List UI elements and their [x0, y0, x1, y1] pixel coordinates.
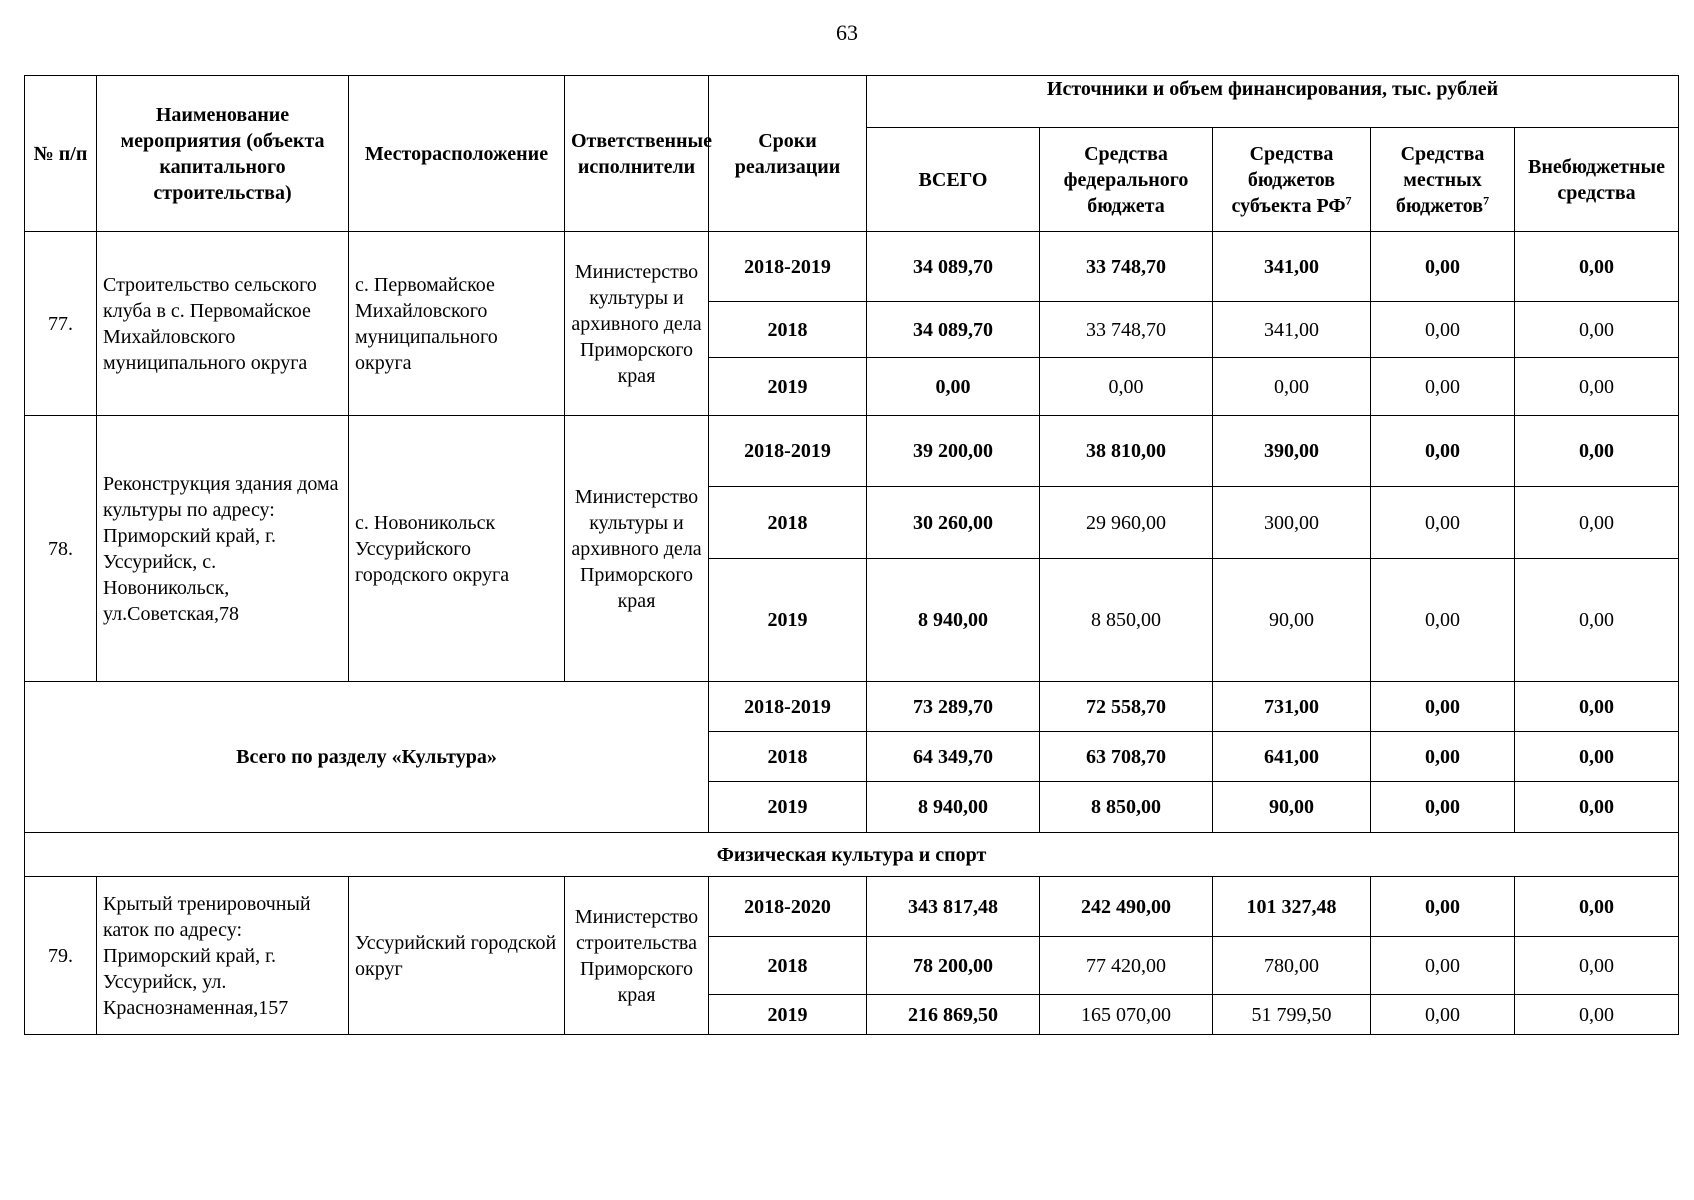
- total: 0,00: [867, 358, 1040, 416]
- col-header-responsible: Ответственные исполнители: [565, 76, 709, 232]
- extra: 0,00: [1515, 937, 1679, 995]
- extra: 0,00: [1515, 732, 1679, 782]
- federal: 165 070,00: [1040, 995, 1213, 1035]
- period: 2019: [709, 782, 867, 833]
- col-header-num: № п/п: [25, 76, 97, 232]
- period: 2018-2019: [709, 682, 867, 732]
- federal: 72 558,70: [1040, 682, 1213, 732]
- col-header-regional: Средства бюджетов субъекта $РФ^7$: [1213, 128, 1371, 232]
- regional: 51 799,50: [1213, 995, 1371, 1035]
- row-location: Уссурийский городской округ: [349, 877, 565, 1035]
- col-header-location: Месторасположение: [349, 76, 565, 232]
- total: 34 089,70: [867, 302, 1040, 358]
- federal: 38 810,00: [1040, 416, 1213, 487]
- local: 0,00: [1371, 416, 1515, 487]
- local: 0,00: [1371, 782, 1515, 833]
- extra: 0,00: [1515, 232, 1679, 302]
- total: 8 940,00: [867, 782, 1040, 833]
- extra: 0,00: [1515, 682, 1679, 732]
- period: 2019: [709, 358, 867, 416]
- row-location: с. Первомайское Михайловского муниципального округа: [349, 232, 565, 416]
- regional: 641,00: [1213, 732, 1371, 782]
- col-header-sources: Источники и объем финансирования, тыс. рублей: [867, 76, 1679, 128]
- section-header-row: [25, 833, 1679, 877]
- total: 30 260,00: [867, 487, 1040, 559]
- page-number: 63: [836, 20, 858, 45]
- regional: 341,00: [1213, 232, 1371, 302]
- federal: 8 850,00: [1040, 782, 1213, 833]
- total: 78 200,00: [867, 937, 1040, 995]
- period: 2018-2019: [709, 416, 867, 487]
- col-header-terms: Сроки реализации: [709, 76, 867, 232]
- federal: 77 420,00: [1040, 937, 1213, 995]
- col-header-total: ВСЕГО: [867, 128, 1040, 232]
- period: 2019: [709, 559, 867, 682]
- regional: 300,00: [1213, 487, 1371, 559]
- federal: 33 748,70: [1040, 302, 1213, 358]
- row-name: Крытый тренировочный каток по адресу: Приморский край, г. Уссурийск, ул. Краснознаменная,157: [97, 877, 349, 1035]
- total: 73 289,70: [867, 682, 1040, 732]
- extra: 0,00: [1515, 358, 1679, 416]
- period: 2018-2020: [709, 877, 867, 937]
- regional: 0,00: [1213, 358, 1371, 416]
- extra: 0,00: [1515, 877, 1679, 937]
- period: 2018: [709, 732, 867, 782]
- row-location: с. Новоникольск Уссурийского городского округа: [349, 416, 565, 682]
- federal: 63 708,70: [1040, 732, 1213, 782]
- period: 2018: [709, 487, 867, 559]
- federal: 0,00: [1040, 358, 1213, 416]
- period: 2018: [709, 937, 867, 995]
- col-header-local: Средства местных бюджетов$^7$: [1371, 128, 1515, 232]
- local: 0,00: [1371, 995, 1515, 1035]
- regional: 90,00: [1213, 782, 1371, 833]
- total: 64 349,70: [867, 732, 1040, 782]
- federal: 29 960,00: [1040, 487, 1213, 559]
- federal: 8 850,00: [1040, 559, 1213, 682]
- local: 0,00: [1371, 559, 1515, 682]
- regional: 341,00: [1213, 302, 1371, 358]
- local: 0,00: [1371, 937, 1515, 995]
- row-name: Реконструкция здания дома культуры по адресу: Приморский край, г. Уссурийск, с. Новоникольск, ул.Советская,78: [97, 416, 349, 682]
- row-responsible: Министерство культуры и архивного дела Приморского края: [565, 232, 709, 416]
- col-header-name: Наименование мероприятия (объекта капитального строительства): [97, 76, 349, 232]
- regional: 90,00: [1213, 559, 1371, 682]
- period: 2018-2019: [709, 232, 867, 302]
- row-responsible: Министерство культуры и архивного дела Приморского края: [565, 416, 709, 682]
- section-total-label: Всего по разделу «Культура»: [25, 682, 709, 833]
- extra: 0,00: [1515, 559, 1679, 682]
- extra: 0,00: [1515, 782, 1679, 833]
- header-row-1: [25, 76, 1679, 128]
- federal: 242 490,00: [1040, 877, 1213, 937]
- section-title: Физическая культура и спорт: [25, 833, 1679, 877]
- local: 0,00: [1371, 358, 1515, 416]
- total: 343 817,48: [867, 877, 1040, 937]
- table-row: [25, 682, 1679, 732]
- local: 0,00: [1371, 732, 1515, 782]
- local: 0,00: [1371, 232, 1515, 302]
- regional: 390,00: [1213, 416, 1371, 487]
- financing-table: [24, 75, 1679, 1035]
- local: 0,00: [1371, 877, 1515, 937]
- row-name: Строительство сельского клуба в с. Первомайское Михайловского муниципального округа: [97, 232, 349, 416]
- row-responsible: Министерство строительства Приморского края: [565, 877, 709, 1035]
- regional: 731,00: [1213, 682, 1371, 732]
- total: 216 869,50: [867, 995, 1040, 1035]
- col-header-extrabudget: Внебюджетные средства: [1515, 128, 1679, 232]
- local: 0,00: [1371, 487, 1515, 559]
- total: 8 940,00: [867, 559, 1040, 682]
- period: 2019: [709, 995, 867, 1035]
- local: 0,00: [1371, 682, 1515, 732]
- local: 0,00: [1371, 302, 1515, 358]
- period: 2018: [709, 302, 867, 358]
- extra: 0,00: [1515, 416, 1679, 487]
- row-num: 77.: [25, 232, 97, 416]
- table-row: [25, 232, 1679, 302]
- table-row: [25, 416, 1679, 487]
- row-num: 79.: [25, 877, 97, 1035]
- extra: 0,00: [1515, 302, 1679, 358]
- row-num: 78.: [25, 416, 97, 682]
- extra: 0,00: [1515, 995, 1679, 1035]
- extra: 0,00: [1515, 487, 1679, 559]
- table-row: [25, 877, 1679, 937]
- total: 34 089,70: [867, 232, 1040, 302]
- regional: 780,00: [1213, 937, 1371, 995]
- regional: 101 327,48: [1213, 877, 1371, 937]
- total: 39 200,00: [867, 416, 1040, 487]
- col-header-federal: Средства федерального бюджета: [1040, 128, 1213, 232]
- federal: 33 748,70: [1040, 232, 1213, 302]
